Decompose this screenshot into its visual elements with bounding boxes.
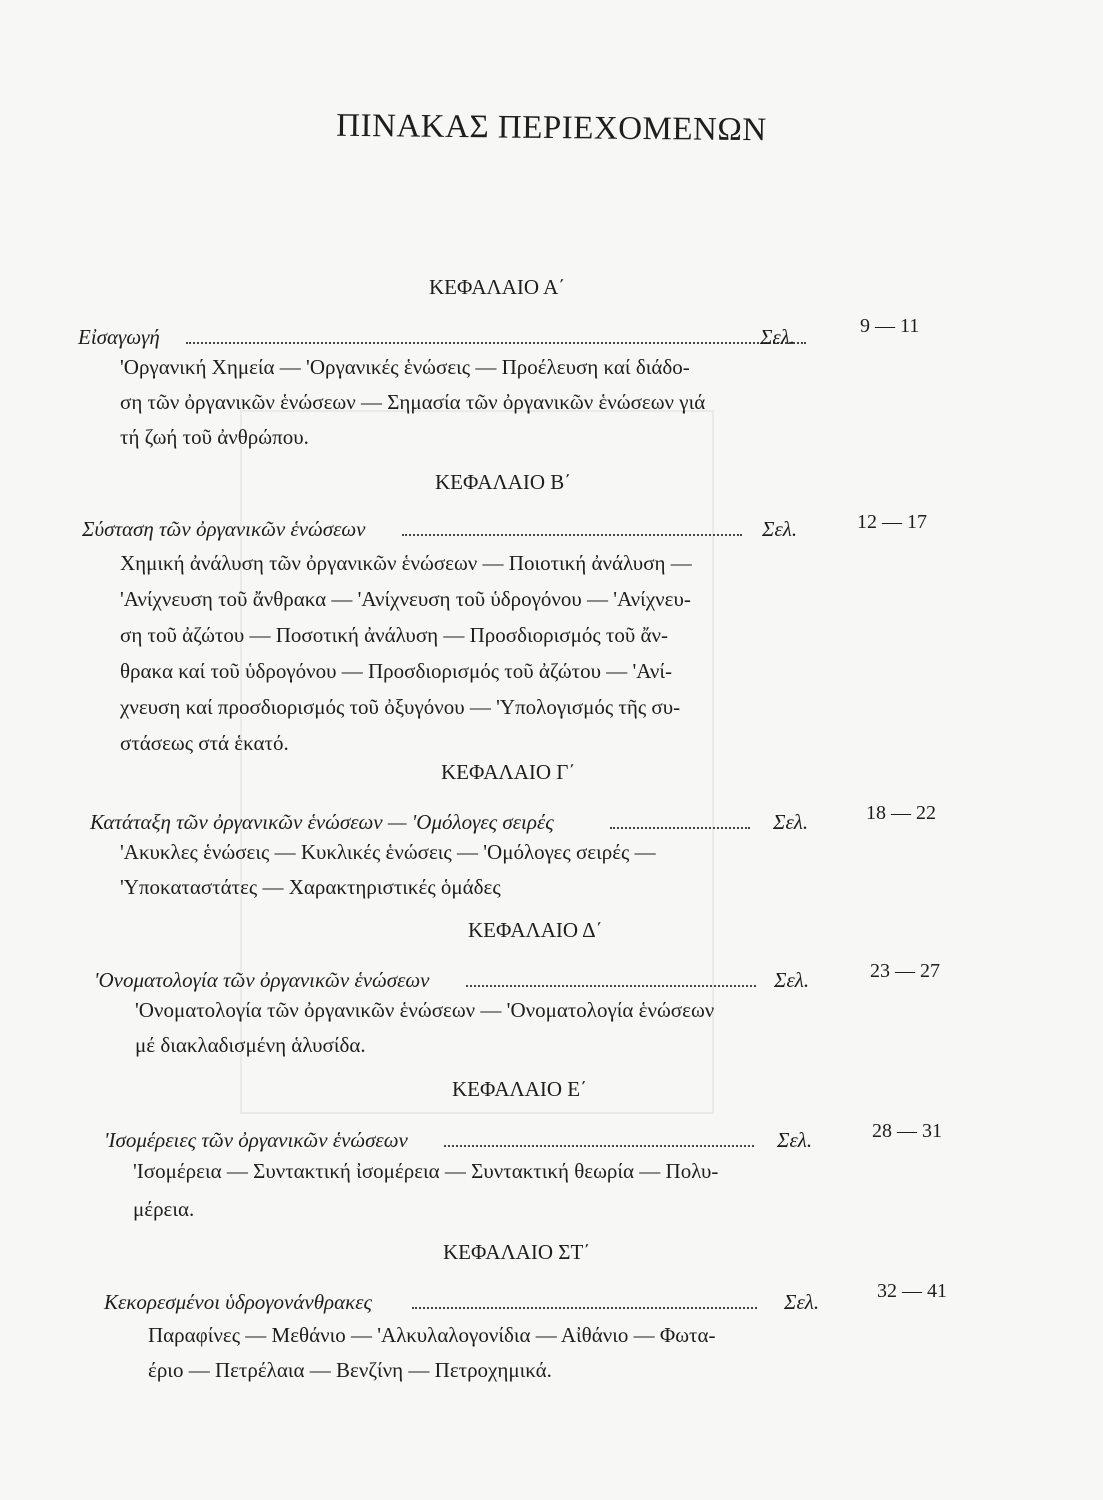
description-line: θρακα καί τοῦ ὑδρογόνου — Προσδιορισμός τοῦ ἀζώτου — 'Ανί-: [120, 659, 673, 683]
entry-title: Εἰσαγωγή: [78, 325, 160, 349]
page-range: 28 — 31: [872, 1120, 942, 1142]
chapter-heading: ΚΕΦΑΛΑΙΟ Β΄: [435, 470, 572, 494]
page-range: 23 — 27: [870, 960, 940, 982]
chapter-heading: ΚΕΦΑΛΑΙΟ Γ΄: [441, 760, 576, 784]
page-title: ΠΙΝΑΚΑΣ ΠΕΡΙΕΧΟΜΕΝΩΝ: [336, 107, 767, 149]
dot-leader: [186, 342, 806, 344]
dot-leader: [444, 1145, 754, 1147]
description-line: ση τοῦ ἀζώτου — Ποσοτική ἀνάλυση — Προσδιορισμός τοῦ ἄν-: [120, 623, 668, 647]
entry-description: [148, 1318, 715, 1388]
chapter-heading: ΚΕΦΑΛΑΙΟ Δ΄: [468, 918, 603, 942]
entry-description: [120, 835, 656, 905]
chapter-heading: ΚΕΦΑΛΑΙΟ ΣΤ΄: [443, 1240, 591, 1264]
page-range: 32 — 41: [877, 1280, 947, 1302]
page-label: Σελ.: [774, 968, 810, 992]
chapter-heading: ΚΕΦΑΛΑΙΟ Α΄: [429, 275, 566, 299]
entry-description: [135, 993, 714, 1063]
dot-leader: [402, 534, 742, 536]
description-line: 'Υποκαταστάτες — Χαρακτηριστικές ὁμάδες: [120, 875, 501, 899]
dot-leader: [610, 827, 750, 829]
description-line: χνευση καί προσδιορισμός τοῦ ὀξυγόνου — 'Υπολογισμός τῆς συ-: [120, 695, 681, 719]
entry-title: 'Ισομέρειες τῶν ὀργανικῶν ἑνώσεων: [104, 1128, 408, 1152]
page-range: 9 — 11: [860, 315, 920, 337]
description-line: Παραφίνες — Μεθάνιο — 'Αλκυλαλογονίδια — Αἰθάνιο — Φωτα-: [148, 1323, 716, 1347]
entry-description: [120, 545, 692, 761]
page-label: Σελ.: [777, 1128, 813, 1152]
page-label: Σελ.: [762, 517, 798, 541]
description-line: Χημική ἀνάλυση τῶν ὀργανικῶν ἑνώσεων — Ποιοτική ἀνάλυση —: [120, 551, 692, 575]
description-line: 'Ακυκλες ἑνώσεις — Κυκλικές ἑνώσεις — 'Ομόλογες σειρές —: [120, 840, 656, 864]
description-line: τή ζωή τοῦ ἀνθρώπου.: [120, 425, 309, 449]
toc-entry: [104, 1280, 964, 1320]
description-line: 'Ισομέρεια — Συντακτική ἰσομέρεια — Συντακτική θεωρία — Πολυ-: [133, 1159, 719, 1183]
toc-entry: [82, 511, 942, 547]
entry-title: Σύσταση τῶν ὀργανικῶν ἑνώσεων: [82, 517, 366, 541]
page-label: Σελ.: [773, 810, 809, 834]
description-line: μέ διακλαδισμένη ἁλυσίδα.: [135, 1033, 366, 1057]
page-range: 18 — 22: [866, 802, 936, 824]
page-range: 12 — 17: [857, 511, 927, 533]
page-label: Σελ.: [784, 1290, 820, 1314]
entry-title: Κατάταξη τῶν ὀργανικῶν ἑνώσεων — 'Ομόλογες σειρές: [90, 810, 554, 834]
entry-title: 'Ονοματολογία τῶν ὀργανικῶν ἑνώσεων: [94, 968, 430, 992]
entry-description: [133, 1152, 718, 1228]
description-line: 'Ονοματολογία τῶν ὀργανικῶν ἑνώσεων — 'Ονοματολογία ἑνώσεων: [135, 998, 715, 1022]
page-label: Σελ.: [760, 325, 796, 349]
description-line: έριο — Πετρέλαια — Βενζίνη — Πετροχημικά.: [148, 1358, 552, 1382]
description-line: 'Οργανική Χημεία — 'Οργανικές ἑνώσεις — Προέλευση καί διάδο-: [120, 355, 690, 379]
description-line: μέρεια.: [133, 1197, 195, 1221]
dot-leader: [466, 985, 756, 987]
description-line: 'Ανίχνευση τοῦ ἄνθρακα — 'Ανίχνευση τοῦ ὑδρογόνου — 'Ανίχνευ-: [120, 587, 691, 611]
chapter-heading: ΚΕΦΑΛΑΙΟ Ε΄: [452, 1077, 588, 1101]
description-line: ση τῶν ὀργανικῶν ἑνώσεων — Σημασία τῶν ὀργανικῶν ἑνώσεων γιά: [120, 390, 706, 414]
description-line: στάσεως στά ἑκατό.: [120, 731, 289, 755]
entry-title: Κεκορεσμένοι ὑδρογονάνθρακες: [104, 1290, 373, 1314]
dot-leader: [412, 1307, 757, 1309]
entry-description: [120, 350, 705, 455]
